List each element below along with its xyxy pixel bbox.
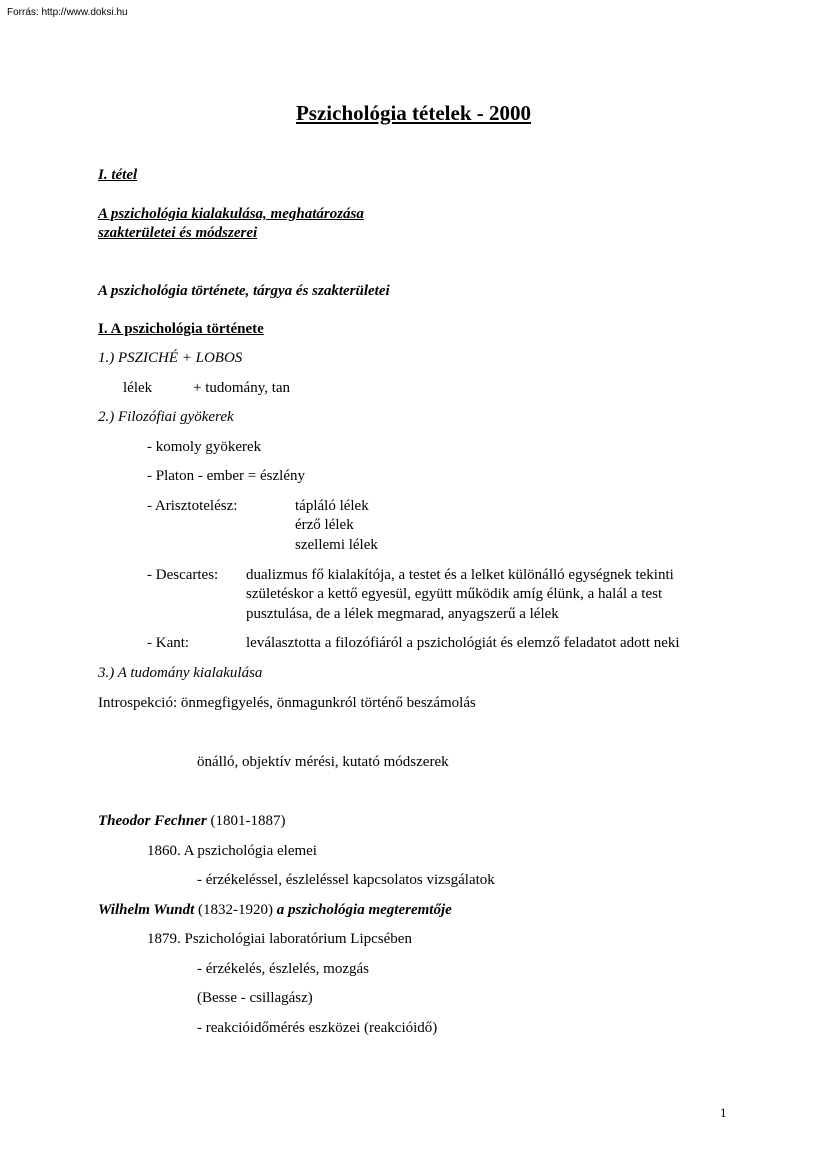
point-2: 2.) Filozófiai gyökerek	[98, 409, 234, 425]
kant-text: leválasztotta a filozófiáról a pszichológiát és elemző feladatot adott neki	[246, 635, 680, 651]
tetel-heading: I. tétel	[98, 167, 138, 183]
wundt-item: - reakcióidőmérés eszközei (reakcióidő)	[197, 1020, 438, 1036]
wundt-item: - érzékelés, észlelés, mozgás	[197, 961, 369, 977]
topic-line-1: A pszichológia kialakulása, meghatározása	[98, 206, 364, 222]
aristotle-item: érző lélek	[295, 517, 354, 533]
page-number: 1	[720, 1105, 727, 1120]
wundt-line	[98, 901, 452, 919]
section-heading: I. A pszichológia története	[98, 321, 264, 337]
point-2-item-b: - Platon - ember = észlény	[147, 468, 305, 484]
fechner-work: 1860. A pszichológia elemei	[147, 843, 317, 859]
kant-label: - Kant:	[147, 635, 190, 651]
descartes-label: - Descartes:	[147, 567, 219, 583]
methods-line: önálló, objektív mérési, kutató módszerek	[197, 754, 449, 770]
aristotle-item: szellemi lélek	[295, 537, 378, 553]
introspection-line: Introspekció: önmegfigyelés, önmagunkról történő beszámolás	[98, 695, 476, 711]
point-1-translation: + tudomány, tan	[193, 380, 291, 396]
topic-line-2: szakterületei és módszerei	[98, 225, 258, 241]
wundt-name: Wilhelm Wundt	[98, 902, 195, 918]
aristotle-label: - Arisztotelész:	[147, 498, 238, 514]
wundt-role: a pszichológia megteremtője	[276, 902, 452, 918]
page-title: Pszichológia tételek - 2000	[295, 101, 532, 125]
fechner-years: (1801-1887)	[206, 813, 286, 829]
point-1: 1.) PSZICHÉ + LOBOS	[98, 350, 243, 366]
point-1-lelek: lélek	[123, 380, 153, 396]
wundt-years: (1832-1920)	[194, 902, 277, 918]
point-3: 3.) A tudomány kialakulása	[98, 665, 263, 681]
fechner-line	[98, 812, 286, 830]
descartes-line: dualizmus fő kialakítója, a testet és a lelket különálló egységnek tekinti	[246, 567, 674, 583]
source-watermark: Forrás: http://www.doksi.hu	[7, 7, 128, 18]
wundt-work: 1879. Pszichológiai laboratórium Lipcsében	[147, 931, 412, 947]
descartes-line: pusztulása, de a lélek megmarad, anyagszerű a lélek	[246, 606, 559, 622]
descartes-line: születéskor a kettő egyesül, együtt működik amíg élünk, a halál a test	[246, 586, 663, 602]
fechner-detail: - érzékeléssel, észleléssel kapcsolatos vizsgálatok	[197, 872, 495, 888]
fechner-name: Theodor Fechner	[98, 813, 207, 829]
point-2-item-a: - komoly gyökerek	[147, 439, 262, 455]
aristotle-item: tápláló lélek	[295, 498, 369, 514]
subtopic-heading: A pszichológia története, tárgya és szakterületei	[98, 283, 390, 299]
wundt-item: (Besse - csillagász)	[197, 990, 313, 1006]
